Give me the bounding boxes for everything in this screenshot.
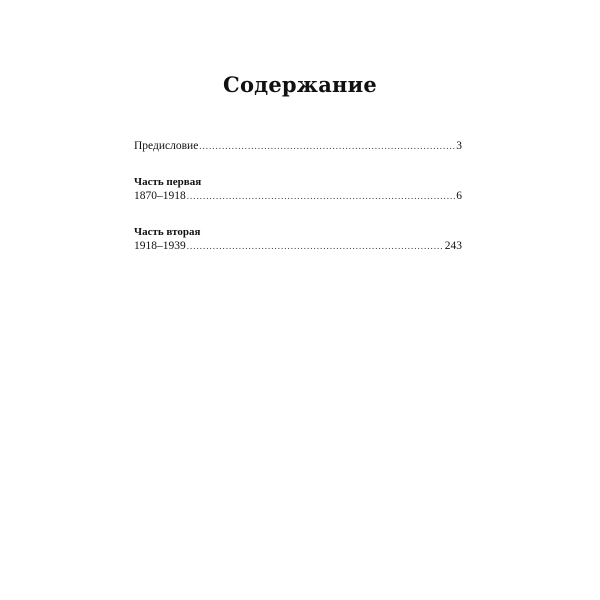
toc-section-heading-part-two: Часть вторая (134, 226, 201, 238)
toc-entry-part-two[interactable] (134, 240, 462, 256)
toc-entry-page: 3 (456, 140, 462, 152)
toc-entry-page: 6 (456, 190, 462, 202)
table-of-contents (134, 140, 462, 256)
toc-entry-page: 243 (444, 240, 462, 252)
dot-leader (187, 191, 456, 201)
toc-entry-part-one[interactable] (134, 190, 462, 206)
toc-entry-label: 1918–1939 (134, 240, 186, 252)
toc-section-heading-part-one: Часть первая (134, 176, 202, 188)
toc-entry-preface[interactable] (134, 140, 462, 156)
toc-entry-label: 1870–1918 (134, 190, 186, 202)
dot-leader (199, 141, 455, 151)
dot-leader (187, 241, 444, 251)
page-title: Содержание (223, 72, 377, 97)
toc-entry-label: Предисловие (134, 140, 199, 152)
